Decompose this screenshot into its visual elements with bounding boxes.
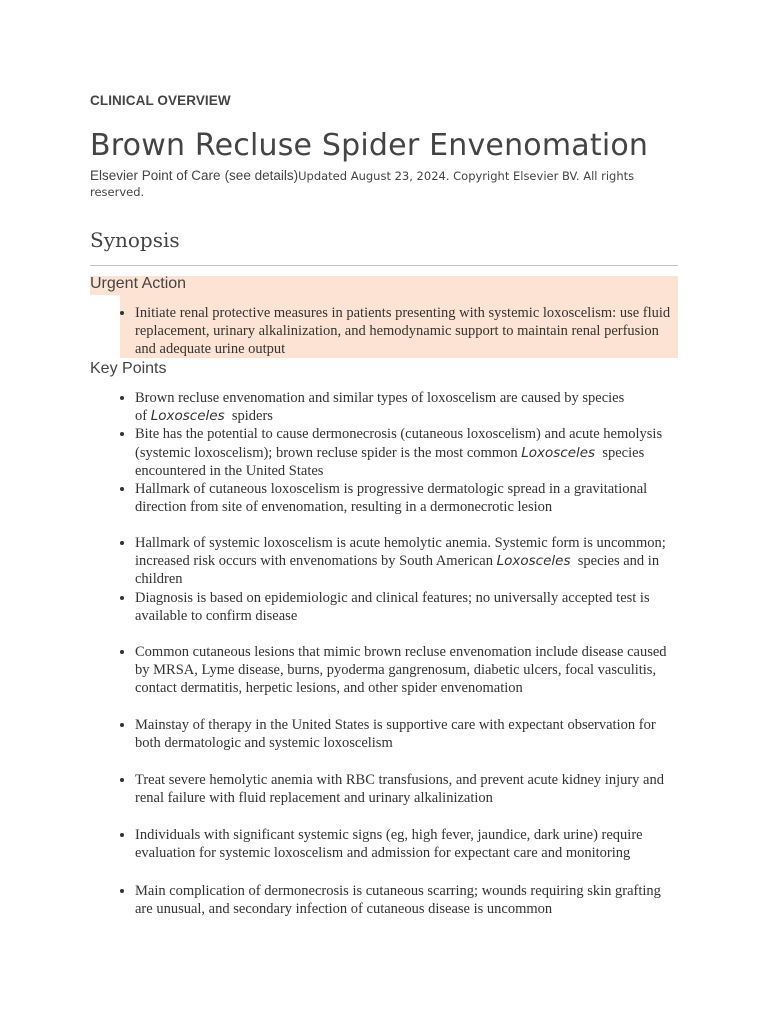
genus-name: Loxosceles — [496, 553, 571, 570]
genus-name: Loxosceles — [150, 408, 225, 425]
key-point-item: • Common cutaneous lesions that mimic brown recluse envenomation include disease caused by MRSA, Lyme disease, burns, pyoderma gangrenosum, diabetic ulcers, focal vasculitis, contact dermatitis, herpetic lesions, and other spider envenomation — [135, 643, 678, 698]
key-points-list-3 — [90, 643, 678, 698]
key-points-list-7 — [90, 882, 678, 918]
genus-name: Loxosceles — [521, 444, 596, 461]
key-point-item: • Hallmark of cutaneous loxoscelism is progressive dermatologic spread in a gravitational direction from site of envenomation, resulting in a dermonecrotic lesion — [135, 480, 678, 516]
see-details-link[interactable]: (see details) — [224, 168, 299, 183]
key-points-list-2 — [90, 534, 678, 625]
key-point-item: • Individuals with significant systemic signs (eg, high fever, jaundice, dark urine) require evaluation for systemic loxoscelism and admission for expectant care and monitoring — [135, 826, 678, 862]
urgent-action-item: • Initiate renal protective measures in patients presenting with systemic loxoscelism: use fluid replacement, urinary alkalinization, and hemodynamic support to maintain renal perfusion and adequate urine output — [135, 304, 678, 359]
key-points-list-5 — [90, 771, 678, 807]
key-point-item: • Mainstay of therapy in the United States is supportive care with expectant observation for both dermatologic and systemic loxoscelism — [135, 716, 678, 752]
key-point-item: • Brown recluse envenomation and similar types of loxoscelism are caused by species of Loxosceles spiders — [135, 389, 678, 425]
key-point-item: • Bite has the potential to cause dermonecrosis (cutaneous loxoscelism) and acute hemolysis (systemic loxoscelism); brown recluse spider is the most common Loxosceles species encountered in the United States — [135, 425, 678, 480]
key-point-item: • Main complication of dermonecrosis is cutaneous scarring; wounds requiring skin grafting are unusual, and secondary infection of cutaneous disease is uncommon — [135, 882, 678, 918]
key-points-list-4 — [90, 716, 678, 752]
source-label: Elsevier Point of Care — [90, 168, 221, 183]
synopsis-heading: Synopsis — [90, 228, 180, 252]
page-title: Brown Recluse Spider Envenomation — [90, 128, 649, 163]
urgent-action-heading: Urgent Action — [90, 275, 187, 292]
section-divider — [90, 265, 678, 266]
section-eyebrow: CLINICAL OVERVIEW — [90, 93, 231, 108]
key-point-item: • Diagnosis is based on epidemiologic and clinical features; no universally accepted test is available to confirm disease — [135, 589, 678, 625]
updated-notice: Updated August 23, 2024. Copyright Elsevier BV. All rights reserved. — [90, 169, 635, 199]
urgent-action-list — [90, 304, 678, 359]
key-points-list-6 — [90, 826, 678, 862]
byline — [90, 168, 650, 200]
key-point-item: • Treat severe hemolytic anemia with RBC transfusions, and prevent acute kidney injury and renal failure with fluid replacement and urinary alkalinization — [135, 771, 678, 807]
key-points-list-1 — [90, 389, 678, 516]
key-points-heading: Key Points — [90, 360, 167, 377]
key-point-item: • Hallmark of systemic loxoscelism is acute hemolytic anemia. Systemic form is uncommon; increased risk occurs with envenomations by South American Loxosceles species and in children — [135, 534, 678, 589]
